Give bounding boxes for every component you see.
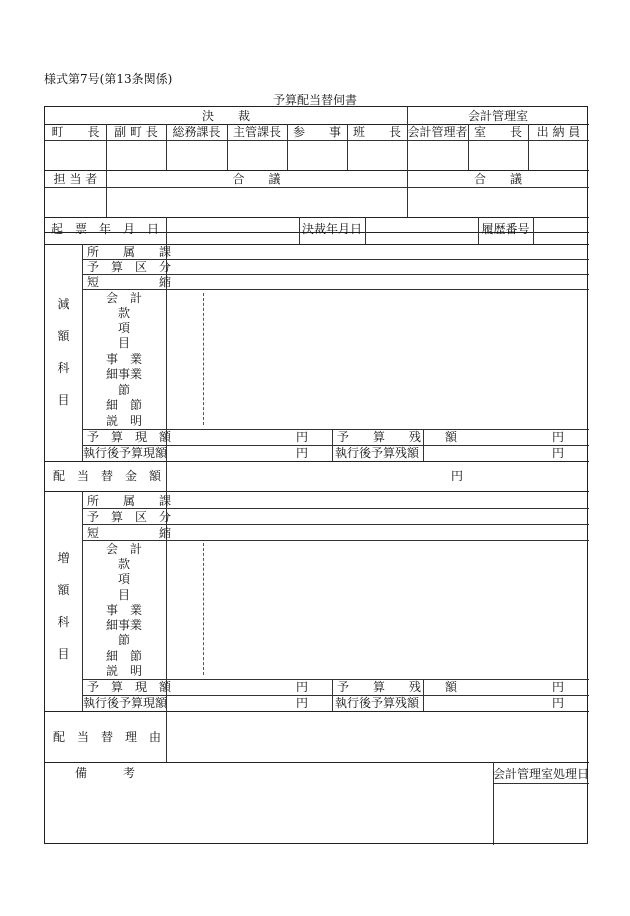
decrease-item-moku: 目 [117, 336, 130, 350]
tanto-label: 担 当 者 [53, 172, 98, 186]
kessai-date-label: 決裁年月日 [301, 222, 362, 236]
decrease-remain-yen: 円 [552, 430, 565, 444]
increase-label-2: 額 [57, 583, 70, 597]
role-deputy-mayor: 副 町 長 [114, 125, 158, 139]
haito-amount-yen: 円 [451, 469, 464, 483]
kihyo-date-label: 起 票 年 月 日 [51, 222, 160, 236]
increase-label-4: 目 [57, 647, 70, 661]
decrease-budget-now-yen: 円 [296, 430, 309, 444]
increase-budget-after-yen: 円 [296, 696, 309, 710]
kaikei-date-label: 会計管理室処理日 [493, 767, 590, 781]
decrease-remain-after-yen: 円 [552, 446, 565, 460]
decrease-label-3: 科 [57, 361, 70, 375]
increase-budget-now-label: 予 算 現 額 [87, 680, 172, 694]
increase-label-1: 増 [57, 551, 70, 565]
increase-item-account: 会 計 [105, 542, 142, 556]
increase-remain-label: 予 算 残 額 [337, 680, 458, 694]
increase-department-label: 所 属 課 [87, 494, 172, 508]
kessai-header: 決 裁 [201, 109, 250, 123]
decrease-item-subproject: 細事業 [105, 367, 142, 381]
increase-label-3: 科 [57, 615, 70, 629]
increase-item-description: 説 明 [105, 664, 142, 678]
decrease-item-project: 事 業 [105, 352, 142, 366]
role-room-chief: 室 長 [473, 125, 522, 139]
role-accounting-manager: 会計管理者 [407, 125, 468, 139]
decrease-remain-label: 予 算 残 額 [337, 430, 458, 444]
decrease-department-label: 所 属 課 [87, 245, 172, 259]
decrease-item-subsetsu: 細 節 [105, 398, 142, 412]
role-team-leader: 班 長 [352, 125, 401, 139]
decrease-item-setsu: 節 [117, 383, 130, 397]
increase-remain-after-yen: 円 [552, 696, 565, 710]
role-responsible-chief: 主管課長 [232, 125, 281, 139]
reason-label: 配 当 替 理 由 [53, 730, 162, 744]
remarks-label: 備 考 [75, 766, 136, 780]
decrease-budget-now-label: 予 算 現 額 [87, 430, 172, 444]
role-general-affairs-chief: 総務課長 [172, 125, 221, 139]
rireki-label: 履歴番号 [481, 222, 530, 236]
decrease-abbrev-label: 短 縮 [87, 275, 172, 289]
increase-item-subsetsu: 細 節 [105, 649, 142, 663]
increase-budget-now-yen: 円 [296, 680, 309, 694]
increase-item-setsu: 節 [117, 633, 130, 647]
decrease-item-kou: 項 [117, 321, 130, 335]
decrease-remain-after-label: 執行後予算残額 [335, 446, 420, 460]
gougi-right-label: 合 議 [473, 172, 522, 186]
page-title: 予算配当替伺書 [272, 93, 357, 107]
decrease-label-4: 目 [57, 393, 70, 407]
decrease-item-account: 会 計 [105, 291, 142, 305]
increase-item-project: 事 業 [105, 603, 142, 617]
decrease-item-description: 説 明 [105, 414, 142, 428]
increase-item-moku: 目 [117, 588, 130, 602]
decrease-label-2: 額 [57, 329, 70, 343]
budget-form [44, 106, 588, 844]
decrease-label-1: 減 [57, 297, 70, 311]
increase-budget-after-label: 執行後予算現額 [83, 696, 168, 710]
increase-remain-yen: 円 [552, 680, 565, 694]
role-councillor: 参 事 [292, 125, 341, 139]
form-reference: 様式第7号(第13条関係) [44, 72, 173, 86]
decrease-budget-after-label: 執行後予算現額 [83, 446, 168, 460]
role-cashier: 出 納 員 [536, 125, 581, 139]
increase-remain-after-label: 執行後予算残額 [335, 696, 420, 710]
kaikei-room-header: 会計管理室 [467, 109, 528, 123]
increase-abbrev-label: 短 縮 [87, 526, 172, 540]
increase-item-kou: 項 [117, 572, 130, 586]
decrease-budget-category-label: 予 算 区 分 [87, 260, 172, 274]
increase-item-kan: 款 [117, 557, 130, 571]
gougi-left-label: 合 議 [232, 172, 281, 186]
role-mayor: 町 長 [51, 125, 100, 139]
decrease-budget-after-yen: 円 [296, 446, 309, 460]
decrease-item-kan: 款 [117, 306, 130, 320]
increase-budget-category-label: 予 算 区 分 [87, 510, 172, 524]
increase-item-subproject: 細事業 [105, 618, 142, 632]
haito-amount-label: 配 当 替 金 額 [53, 469, 162, 483]
